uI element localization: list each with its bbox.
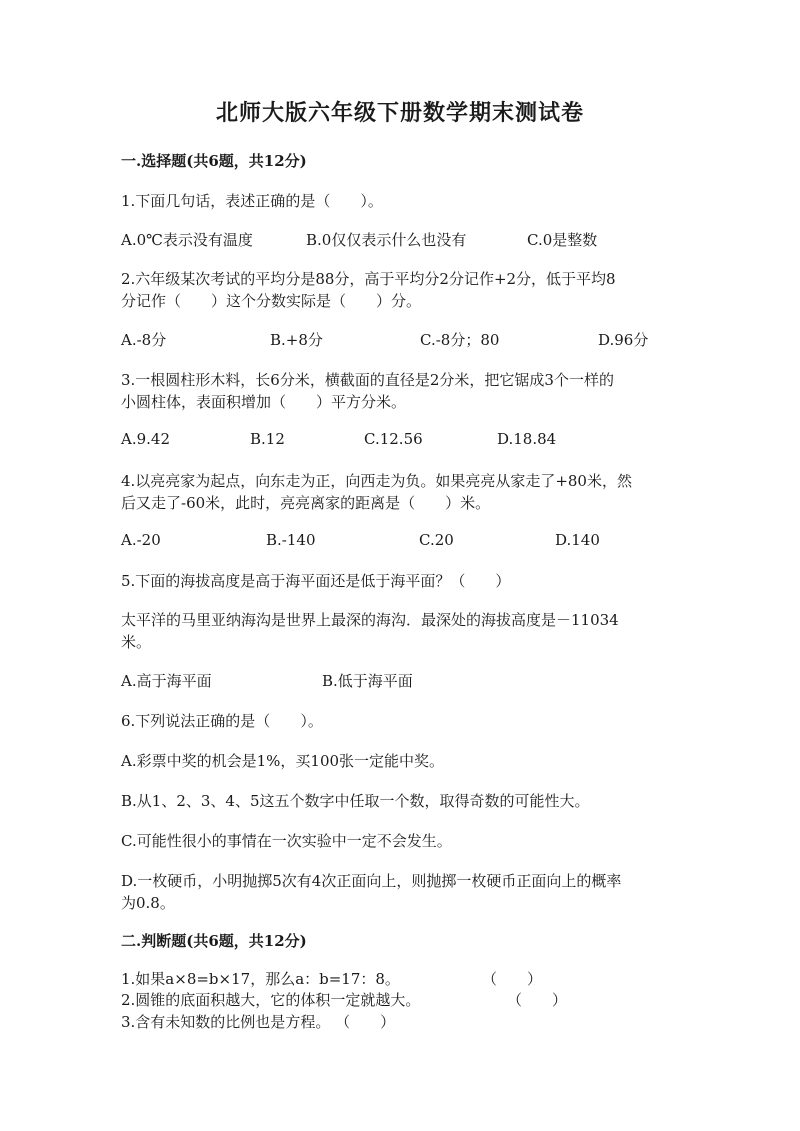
section-heading-judgement: 二.判断题(共6题，共12分)	[121, 932, 307, 950]
q3-option-b: B.12	[250, 430, 285, 448]
q6-option-d-line-1: D.一枚硬币，小明抛掷5次有4次正面向上，则抛掷一枚硬币正面向上的概率	[121, 872, 622, 890]
question-1-stem: 1.下面几句话，表述正确的是（ ）。	[121, 192, 383, 210]
q5-option-a: A.高于海平面	[121, 672, 212, 690]
q2-option-d: D.96分	[598, 331, 649, 349]
question-2-stem-line-1: 2.六年级某次考试的平均分是88分，高于平均分2分记作+2分，低于平均8	[121, 270, 616, 288]
question-5-context-line-2: 米。	[121, 633, 152, 651]
q2-option-c: C.-8分；80	[420, 331, 500, 349]
judgement-item-3	[121, 1011, 395, 1032]
judgement-item-1	[121, 968, 400, 989]
section-heading-choice: 一.选择题(共6题，共12分)	[121, 152, 307, 170]
question-4-stem-line-2: 后又走了-60米，此时，亮亮离家的距离是（ ）米。	[121, 494, 491, 512]
judgement-item-1-blank: （ ）	[482, 970, 543, 988]
q2-option-a: A.-8分	[121, 331, 167, 349]
question-4-stem-line-1: 4.以亮亮家为起点，向东走为正，向西走为负。如果亮亮从家走了+80米，然	[121, 472, 632, 490]
question-3-stem-line-2: 小圆柱体，表面积增加（ ）平方分米。	[121, 393, 407, 411]
question-3-stem-line-1: 3.一根圆柱形木料，长6分米，横截面的直径是2分米，把它锯成3个一样的	[121, 371, 614, 389]
q3-option-a: A.9.42	[121, 430, 170, 448]
judgement-item-1-text: 1.如果a×8=b×17，那么a：b=17：8。	[121, 970, 400, 988]
q4-option-a: A.-20	[121, 531, 161, 549]
q4-option-d: D.140	[555, 531, 600, 549]
q4-option-b: B.-140	[266, 531, 316, 549]
judgement-item-2-text: 2.圆锥的底面积越大，它的体积一定就越大。	[121, 991, 421, 1009]
q4-option-c: C.20	[419, 531, 454, 549]
judgement-item-2-blank: （ ）	[507, 991, 568, 1009]
q3-option-d: D.18.84	[497, 430, 557, 448]
judgement-item-3-text: 3.含有未知数的比例也是方程。	[121, 1013, 331, 1031]
q1-option-b: B.0仅仅表示什么也没有	[306, 231, 467, 249]
q5-option-b: B.低于海平面	[322, 672, 413, 690]
page-title: 北师大版六年级下册数学期末测试卷	[215, 100, 584, 126]
q1-option-a: A.0℃表示没有温度	[121, 231, 253, 249]
q1-option-c: C.0是整数	[527, 231, 598, 249]
q6-option-c: C.可能性很小的事情在一次实验中一定不会发生。	[121, 832, 452, 850]
question-6-stem: 6.下列说法正确的是（ ）。	[121, 712, 323, 730]
q6-option-d-line-2: 为0.8。	[121, 894, 175, 912]
q3-option-c: C.12.56	[364, 430, 423, 448]
q6-option-a: A.彩票中奖的机会是1%，买100张一定能中奖。	[121, 752, 445, 770]
q2-option-b: B.+8分	[270, 331, 323, 349]
question-5-stem: 5.下面的海拔高度是高于海平面还是低于海平面？（ ）	[121, 572, 511, 590]
question-5-context-line-1: 太平洋的马里亚纳海沟是世界上最深的海沟．最深处的海拔高度是－11034	[121, 611, 619, 629]
judgement-item-2	[121, 989, 420, 1010]
judgement-item-3-blank: （ ）	[335, 1013, 396, 1031]
question-2-stem-line-2: 分记作（ ）这个分数实际是（ ）分。	[121, 292, 422, 310]
q6-option-b: B.从1、2、3、4、5这五个数字中任取一个数，取得奇数的可能性大。	[121, 792, 590, 810]
